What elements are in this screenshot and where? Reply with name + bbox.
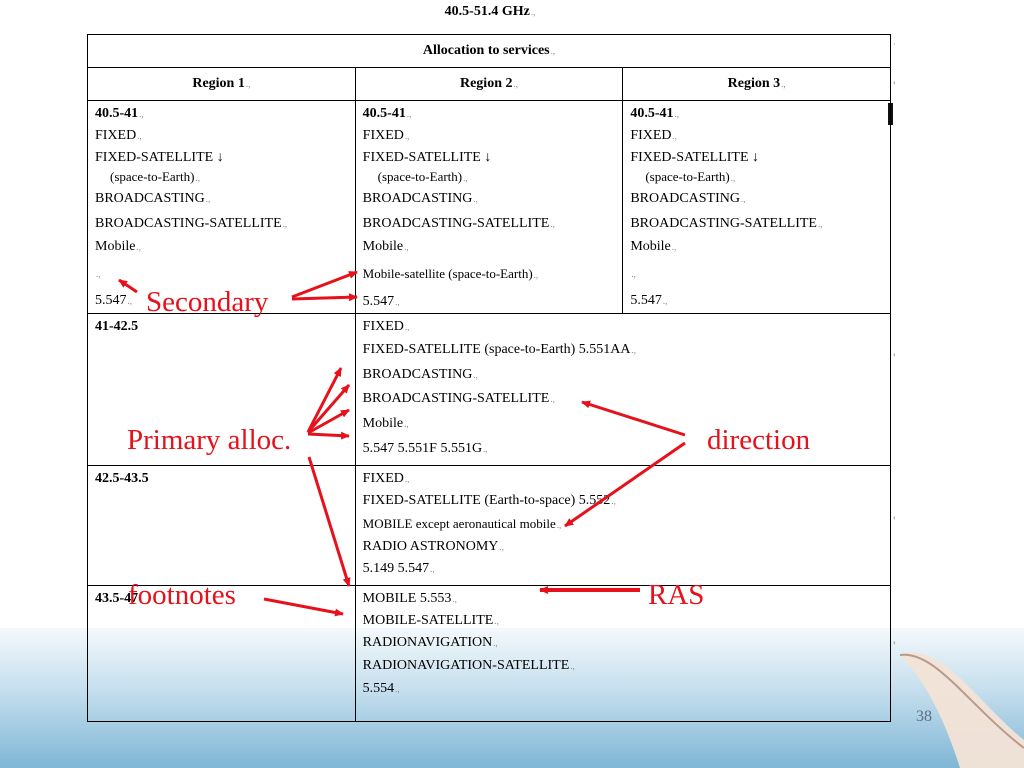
annotation-ras: RAS <box>648 579 705 611</box>
service-line: Mobile., <box>362 239 409 255</box>
arrow-direction-space-to-earth <box>582 402 685 435</box>
region-3-header: Region 3., <box>623 68 891 101</box>
service-line: BROADCASTING-SATELLITE., <box>630 215 823 231</box>
service-line: (space-to-Earth)., <box>110 169 200 184</box>
region-2-header: Region 2., <box>355 68 623 101</box>
service-line: FIXED., <box>362 128 410 143</box>
annotation-footnotes: footnotes <box>128 579 236 611</box>
service-line: MOBILE-SATELLITE., <box>362 612 499 628</box>
region-1-header: Region 1., <box>88 68 356 101</box>
service-line: FIXED., <box>362 319 410 335</box>
arrow-direction-earth-to-space <box>565 443 685 526</box>
service-line: Mobile., <box>362 415 409 431</box>
service-line: RADIO ASTRONOMY., <box>362 539 504 555</box>
footnote-line: 5.547 5.551F 5.551G., <box>362 440 488 456</box>
annotation-primary-alloc: Primary alloc. <box>127 424 292 456</box>
empty-line: ., <box>631 269 636 280</box>
slide-number: 38 <box>916 708 932 725</box>
service-line: FIXED-SATELLITE (space-to-Earth) 5.551AA., <box>362 342 637 358</box>
service-line: BROADCASTING., <box>95 191 211 206</box>
service-line: BROADCASTING-SATELLITE., <box>362 391 555 407</box>
annotation-secondary: Secondary <box>146 286 269 318</box>
service-line: Mobile-satellite (space-to-Earth)., <box>362 266 539 282</box>
service-line: BROADCASTING., <box>362 366 478 382</box>
service-line: FIXED-SATELLITE (Earth-to-space) 5.552., <box>362 493 616 509</box>
service-line: FIXED-SATELLITE ↓ <box>362 150 492 165</box>
service-line: RADIONAVIGATION., <box>362 635 498 651</box>
margin-mark: · <box>893 40 896 49</box>
annotation-direction: direction <box>707 424 811 456</box>
arrow-secondary-mobile-satellite <box>292 297 357 299</box>
margin-mark: ‹ <box>893 78 896 87</box>
page-title: 40.5-51.4 GHz., <box>444 4 536 19</box>
footnote-line: 5.554., <box>362 680 400 696</box>
service-line: BROADCASTING., <box>362 191 478 206</box>
arrow-secondary-region1 <box>119 280 137 292</box>
empty-line: ., <box>96 269 101 280</box>
service-line: (space-to-Earth)., <box>377 169 468 184</box>
arrow-primary-broadcasting-satellite <box>308 434 349 436</box>
band-label: 42.5-43.5 <box>95 471 149 487</box>
service-line: FIXED-SATELLITE ↓ <box>95 150 224 165</box>
arrow-secondary-mobile <box>292 272 357 297</box>
footnote-line: 5.547., <box>362 294 400 310</box>
service-line: MOBILE 5.553., <box>362 590 457 606</box>
service-line: RADIONAVIGATION-SATELLITE., <box>362 657 575 673</box>
service-line: (space-to-Earth)., <box>645 169 736 184</box>
service-line: BROADCASTING-SATELLITE., <box>95 215 288 231</box>
margin-mark: ‹ <box>893 350 896 359</box>
service-line: Mobile., <box>95 239 141 255</box>
footnote-line: 5.547., <box>95 293 132 309</box>
margin-mark: ‹ <box>893 638 896 647</box>
arrow-primary-radio-astronomy <box>309 457 349 586</box>
service-line: BROADCASTING., <box>630 191 746 206</box>
service-line: FIXED., <box>362 471 410 487</box>
footnote-line: 5.547., <box>630 293 668 309</box>
service-line: Mobile., <box>630 239 677 255</box>
band-label: 40.5-41., <box>630 106 679 121</box>
service-line: FIXED-SATELLITE ↓ <box>630 150 760 165</box>
allocation-header: Allocation to services., <box>88 35 891 68</box>
band-label: 40.5-41., <box>362 106 412 121</box>
footnote-line: 5.149 5.547., <box>362 561 435 577</box>
service-line: FIXED., <box>95 128 142 143</box>
band-label: 43.5-47 <box>95 590 139 606</box>
arrow-footnotes <box>264 599 343 614</box>
service-line: BROADCASTING-SATELLITE., <box>362 215 555 231</box>
service-line: MOBILE except aeronautical mobile., <box>362 515 562 531</box>
margin-mark: ‹ <box>893 513 896 522</box>
band-label: 41-42.5 <box>95 319 139 335</box>
band-label: 40.5-41., <box>95 106 144 121</box>
service-line: FIXED., <box>630 128 678 143</box>
